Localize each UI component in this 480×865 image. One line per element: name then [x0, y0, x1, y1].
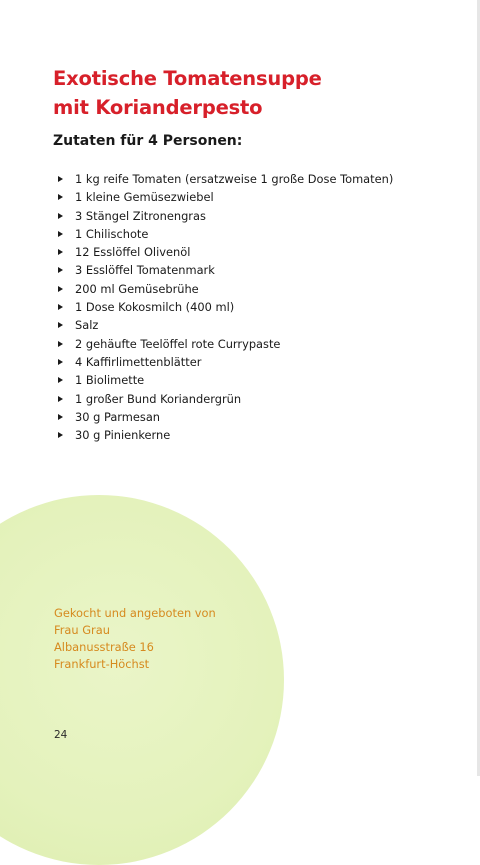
credits-block: [54, 605, 216, 673]
ingredient-text: 30 g Parmesan: [75, 409, 161, 424]
credits-city: Frankfurt-Höchst: [54, 657, 150, 671]
ingredient-item: [55, 261, 393, 279]
bullet-triangle-icon: [58, 231, 63, 237]
bullet-triangle-icon: [58, 341, 63, 347]
ingredient-text: 30 g Pinienkerne: [75, 428, 171, 443]
ingredient-item: [55, 225, 393, 243]
ingredient-text: 12 Esslöffel Olivenöl: [75, 245, 191, 260]
bullet-triangle-icon: [58, 286, 63, 292]
bullet-triangle-icon: [58, 359, 63, 365]
bullet-triangle-icon: [58, 249, 63, 255]
ingredient-text: 1 kleine Gemüsezwiebel: [75, 190, 214, 205]
ingredient-text: 3 Stängel Zitronengras: [75, 208, 206, 223]
ingredient-text: 1 großer Bund Koriandergrün: [75, 391, 242, 406]
bullet-triangle-icon: [58, 213, 63, 219]
ingredient-item: [55, 170, 393, 188]
ingredient-item: [55, 280, 393, 298]
ingredient-item: [55, 207, 393, 225]
recipe-title-line-2: mit Korianderpesto: [53, 96, 263, 119]
credits-name: Frau Grau: [54, 623, 110, 637]
ingredient-item: [55, 335, 393, 353]
ingredient-list: [55, 170, 393, 444]
bullet-triangle-icon: [58, 267, 63, 273]
ingredient-text: 1 Dose Kokosmilch (400 ml): [75, 300, 235, 315]
ingredient-item: [55, 353, 393, 371]
ingredient-text: 4 Kaffirlimettenblätter: [75, 354, 202, 369]
bullet-triangle-icon: [58, 176, 63, 182]
ingredient-item: [55, 408, 393, 426]
ingredient-item: [55, 298, 393, 316]
servings-heading: Zutaten für 4 Personen:: [53, 133, 243, 149]
page-number: 24: [54, 729, 68, 741]
recipe-title: [53, 64, 322, 122]
bullet-triangle-icon: [58, 414, 63, 420]
decorative-green-circle: [0, 495, 284, 865]
recipe-title-line-1: Exotische Tomatensuppe: [53, 67, 322, 90]
ingredient-item: [55, 371, 393, 389]
ingredient-text: 1 Biolimette: [75, 373, 145, 388]
bullet-triangle-icon: [58, 377, 63, 383]
bullet-triangle-icon: [58, 322, 63, 328]
bullet-triangle-icon: [58, 396, 63, 402]
ingredient-item: [55, 426, 393, 444]
ingredient-item: [55, 243, 393, 261]
ingredient-text: 3 Esslöffel Tomatenmark: [75, 263, 215, 278]
credits-street: Albanusstraße 16: [54, 640, 154, 654]
ingredient-text: 1 kg reife Tomaten (ersatzweise 1 große Dose Tomaten): [75, 172, 394, 186]
ingredient-text: 2 gehäufte Teelöffel rote Currypaste: [75, 336, 281, 351]
bullet-triangle-icon: [58, 194, 63, 200]
ingredient-text: 200 ml Gemüsebrühe: [75, 281, 199, 296]
ingredient-item: [55, 188, 393, 206]
ingredient-text: Salz: [75, 318, 99, 333]
bullet-triangle-icon: [58, 432, 63, 438]
bullet-triangle-icon: [58, 304, 63, 310]
ingredient-item: [55, 316, 393, 334]
credits-line: Gekocht und angeboten von: [54, 606, 216, 620]
ingredient-item: [55, 390, 393, 408]
ingredient-text: 1 Chilischote: [75, 226, 149, 241]
